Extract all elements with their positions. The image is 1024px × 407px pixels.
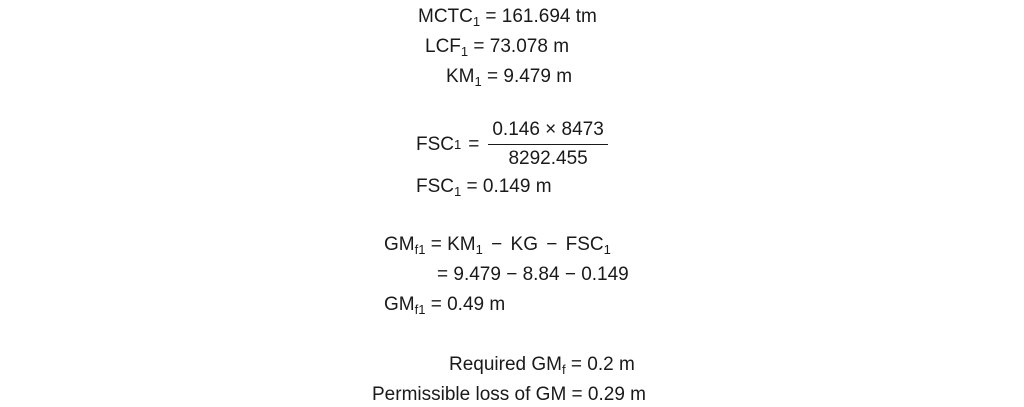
required-gmf-value: = 0.2 m bbox=[570, 354, 635, 375]
km-value: = 9.479 m bbox=[487, 66, 573, 87]
gmf-result-symbol: GM bbox=[384, 294, 415, 315]
km-equation bbox=[446, 66, 572, 88]
mctc-value: = 161.694 tm bbox=[485, 6, 597, 27]
gmf-minus-2: − bbox=[546, 234, 558, 255]
permissible-loss-line bbox=[372, 384, 646, 406]
required-gmf-line bbox=[449, 354, 635, 376]
fsc-result-subscript: 1 bbox=[454, 184, 462, 199]
lcf-value: = 73.078 m bbox=[473, 36, 570, 57]
gmf-term-km: KM bbox=[447, 234, 476, 255]
km-symbol: KM bbox=[446, 66, 475, 87]
gmf-result-value: = 0.49 m bbox=[430, 294, 506, 315]
fsc-fraction-equation: FSC 1 = $\frac{0.146 \times 8473}{8292.455}$ bbox=[416, 120, 608, 169]
gmf-term-fsc-subscript: 1 bbox=[603, 242, 611, 257]
required-gmf-label: Required GM bbox=[449, 354, 562, 375]
fsc-denominator: 8292.455 bbox=[508, 148, 588, 169]
km-subscript: 1 bbox=[474, 74, 482, 89]
gmf-substitution-line bbox=[437, 264, 629, 286]
required-gmf-subscript: f bbox=[562, 362, 566, 377]
lcf-symbol: LCF bbox=[425, 36, 461, 57]
lcf-equation bbox=[425, 36, 569, 58]
gmf-term-km-subscript: 1 bbox=[475, 242, 483, 257]
gmf-result-line bbox=[384, 294, 505, 316]
mctc-subscript: 1 bbox=[472, 14, 481, 29]
gmf-term-fsc: FSC bbox=[565, 234, 604, 255]
gmf-subscript: f1 bbox=[414, 242, 426, 257]
fsc-fraction bbox=[488, 120, 607, 169]
mctc-symbol: MCTC bbox=[418, 6, 473, 27]
gmf-formula-line bbox=[384, 234, 611, 256]
gmf-result-subscript: f1 bbox=[414, 302, 426, 317]
fsc-equals: = bbox=[468, 133, 480, 155]
fsc-result-symbol: FSC bbox=[416, 176, 454, 197]
gmf-substitution: = 9.479 − 8.84 − 0.149 bbox=[437, 264, 629, 285]
gmf-term-kg: KG bbox=[510, 234, 538, 255]
permissible-loss-text: Permissible loss of GM = 0.29 m bbox=[372, 384, 647, 405]
gmf-minus-1: − bbox=[491, 234, 503, 255]
gmf-symbol: GM bbox=[384, 234, 415, 255]
lcf-subscript: 1 bbox=[460, 44, 469, 59]
fsc-result-value: = 0.149 m bbox=[466, 176, 552, 197]
fsc-result-equation bbox=[416, 176, 552, 198]
mctc-equation bbox=[418, 6, 597, 28]
fsc-symbol: FSC bbox=[416, 133, 454, 155]
gmf-equals: = bbox=[430, 234, 442, 255]
fsc-numerator: 0.146 × 8473 bbox=[492, 119, 604, 140]
